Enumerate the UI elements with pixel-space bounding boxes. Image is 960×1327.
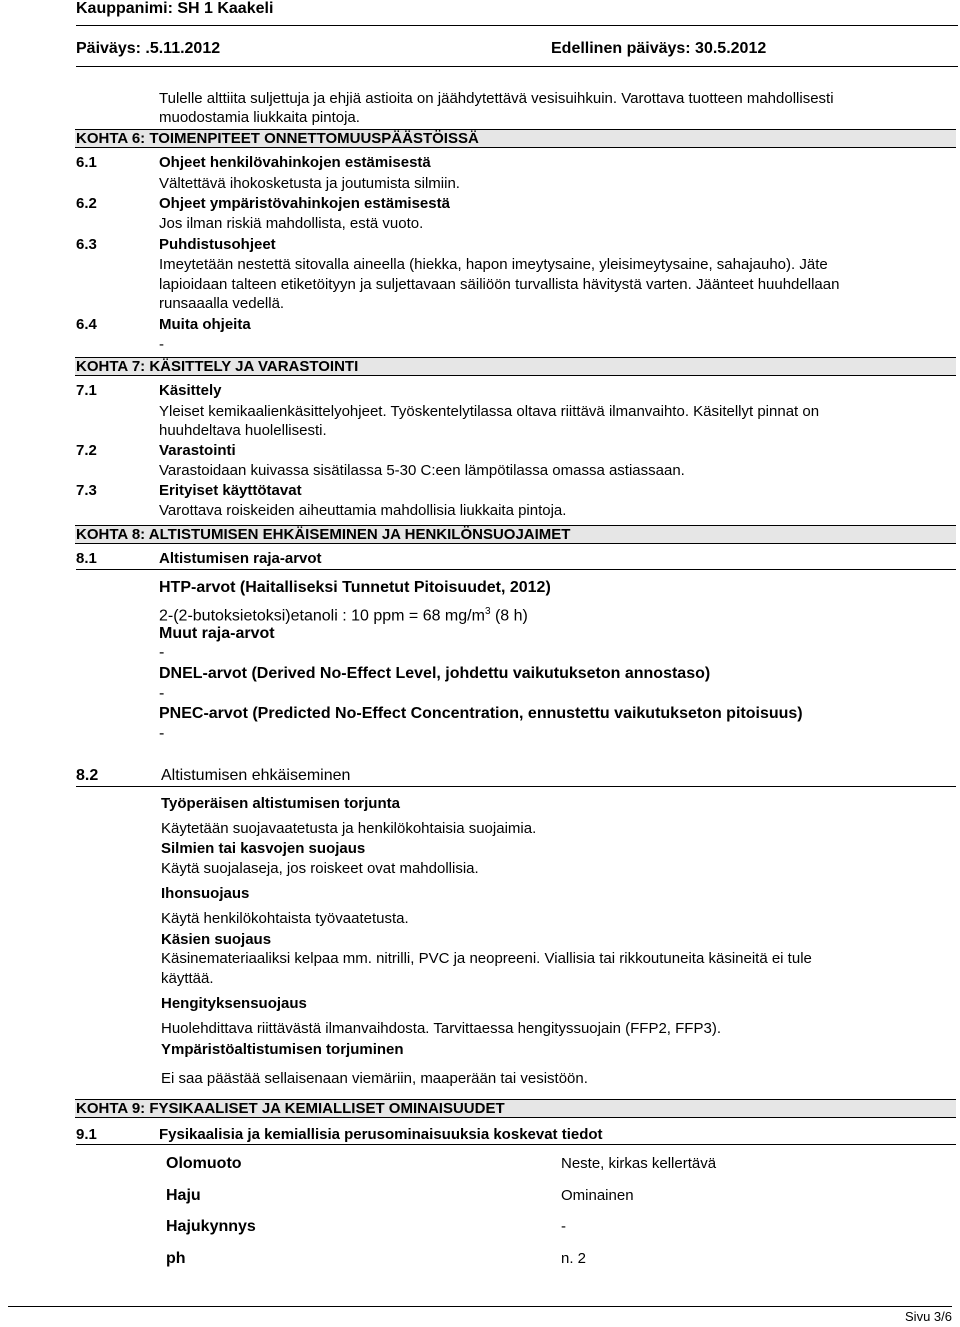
section-7-3-title: Erityiset käyttötavat [159,482,302,499]
section-7-1-number: 7.1 [76,382,97,399]
section-6-4-title: Muita ohjeita [159,316,251,333]
section-6-4-number: 6.4 [76,316,97,333]
section-6-1-number: 6.1 [76,154,97,171]
ppe-eye-title: Silmien tai kasvojen suojaus [161,840,366,857]
property-value: - [561,1218,566,1235]
property-label: Olomuoto [166,1155,242,1172]
ppe-hand-line-2: käyttää. [161,970,214,987]
section-6-2-title: Ohjeet ympäristövahinkojen estämisestä [159,195,450,212]
section-9-1-title: Fysikaalisia ja kemiallisia perusominaisuuksia koskevat tiedot [159,1126,603,1143]
tradename-heading: Kauppanimi: SH 1 Kaakeli [76,0,274,17]
section-9-heading: KOHTA 9: FYSIKAALISET JA KEMIALLISET OMINAISUUDET [75,1099,956,1118]
section-8-1-divider [76,569,956,570]
section-8-heading: KOHTA 8: ALTISTUMISEN EHKÄISEMINEN JA HENKILÖNSUOJAIMET [75,525,956,544]
htp-value-unit: (8 h) [490,607,528,625]
htp-value-text: 2-(2-butoksietoksi)etanoli : 10 ppm = 68 mg/m [159,607,485,625]
section-6-3-line-3: runsaaalla vedellä. [159,295,285,312]
section-7-heading: KOHTA 7: KÄSITTELY JA VARASTOINTI [75,357,956,376]
property-label: ph [166,1250,186,1267]
property-value: Ominainen [561,1187,634,1204]
footer-divider [8,1306,952,1307]
ppe-hand-line-1: Käsinemateriaaliksi kelpaa mm. nitrilli, PVC ja neopreeni. Viallisia tai rikkoutuneita käsineitä ei tule [161,950,812,967]
section-9-1-divider [76,1144,956,1145]
section-7-1-title: Käsittely [159,382,222,399]
section-6-3-number: 6.3 [76,236,97,253]
environmental-exposure-text: Ei saa päästää sellaisenaan viemäriin, maaperään tai vesistöön. [161,1070,588,1087]
muut-title: Muut raja-arvot [159,625,275,642]
section-6-3-line-2: lapioidaan talteen etiketöityyn ja suljettavaan säiliöön turvallista hävitystä varten. Jäänteet huuhdellaan [159,276,840,293]
ppe-skin-text: Käytä henkilökohtaista työvaatetusta. [161,910,409,927]
pnec-title: PNEC-arvot (Predicted No-Effect Concentration, ennustettu vaikutukseton pitoisuus) [159,705,803,722]
ppe-respiratory-title: Hengityksensuojaus [161,995,307,1012]
section-6-4-text: - [159,336,164,353]
date-label: Päiväys: .5.11.2012 [76,40,221,57]
section-6-2-number: 6.2 [76,195,97,212]
section-6-3-title: Puhdistusohjeet [159,236,276,253]
section-7-1-line-1: Yleiset kemikaalienkäsittelyohjeet. Työskentelytilassa oltava riittävä ilmanvaihto. Käsitellyt pinnat on [159,403,820,420]
previous-date-label: Edellinen päiväys: 30.5.2012 [551,40,767,57]
section-7-3-number: 7.3 [76,482,97,499]
section-9-1-number: 9.1 [76,1126,97,1143]
ppe-skin-title: Ihonsuojaus [161,885,250,902]
page-number: Sivu 3/6 [905,1309,952,1324]
section-8-1-title: Altistumisen raja-arvot [159,550,322,567]
section-8-2-number: 8.2 [76,767,99,784]
ppe-respiratory-text: Huolehdittava riittävästä ilmanvaihdosta. Tarvittaessa hengityssuojain (FFP2, FFP3). [161,1020,721,1037]
dnel-title: DNEL-arvot (Derived No-Effect Level, johdettu vaikutukseton annostaso) [159,665,711,682]
property-label: Haju [166,1187,201,1204]
property-value: Neste, kirkas kellertävä [561,1155,717,1172]
dnel-value: - [159,685,165,702]
htp-value [159,602,528,625]
section-7-1-line-2: huuhdeltava huolellisesti. [159,422,327,439]
section-8-2-title: Altistumisen ehkäiseminen [161,767,351,784]
section-6-3-line-1: Imeytetään nestettä sitovalla aineella (hiekka, hapon imeytysaine, yleisimeytysaine, sahajauho). Jäte [159,256,828,273]
htp-title: HTP-arvot (Haitalliseksi Tunnetut Pitoisuudet, 2012) [159,579,551,596]
ppe-eye-text: Käytä suojalaseja, jos roiskeet ovat mahdollisia. [161,860,479,877]
htp-value-superscript: 3 [484,606,491,617]
ppe-occupational-title: Työperäisen altistumisen torjunta [161,795,400,812]
muut-value: - [159,644,165,661]
intro-line-1: Tulelle alttiita suljettuja ja ehjiä astioita on jäähdytettävä vesisuihkuin. Varottava tuotteen mahdollisesti [159,90,834,107]
header-divider-bottom [76,66,958,67]
section-6-1-text: Vältettävä ihokosketusta ja joutumista silmiin. [159,175,460,192]
section-7-2-text: Varastoidaan kuivassa sisätilassa 5-30 C:een lämpötilassa omassa astiassaan. [159,462,685,479]
section-6-heading: KOHTA 6: TOIMENPITEET ONNETTOMUUSPÄÄSTÖISSÄ [75,129,956,148]
section-7-3-text: Varottava roiskeiden aiheuttamia mahdollisia liukkaita pintoja. [159,502,567,519]
section-7-2-title: Varastointi [159,442,236,459]
section-6-2-text: Jos ilman riskiä mahdollista, estä vuoto. [159,215,424,232]
section-8-1-number: 8.1 [76,550,97,567]
section-6-1-title: Ohjeet henkilövahinkojen estämisestä [159,154,431,171]
intro-line-2: muodostamia liukkaita pintoja. [159,109,360,126]
section-7-2-number: 7.2 [76,442,97,459]
ppe-hand-title: Käsien suojaus [161,931,272,948]
property-label: Hajukynnys [166,1218,256,1235]
environmental-exposure-title: Ympäristöaltistumisen torjuminen [161,1041,404,1058]
ppe-occupational-text: Käytetään suojavaatetusta ja henkilökohtaisia suojaimia. [161,820,537,837]
header-divider [76,25,958,26]
pnec-value: - [159,725,165,742]
property-value: n. 2 [561,1250,587,1267]
section-8-2-divider [76,786,956,787]
